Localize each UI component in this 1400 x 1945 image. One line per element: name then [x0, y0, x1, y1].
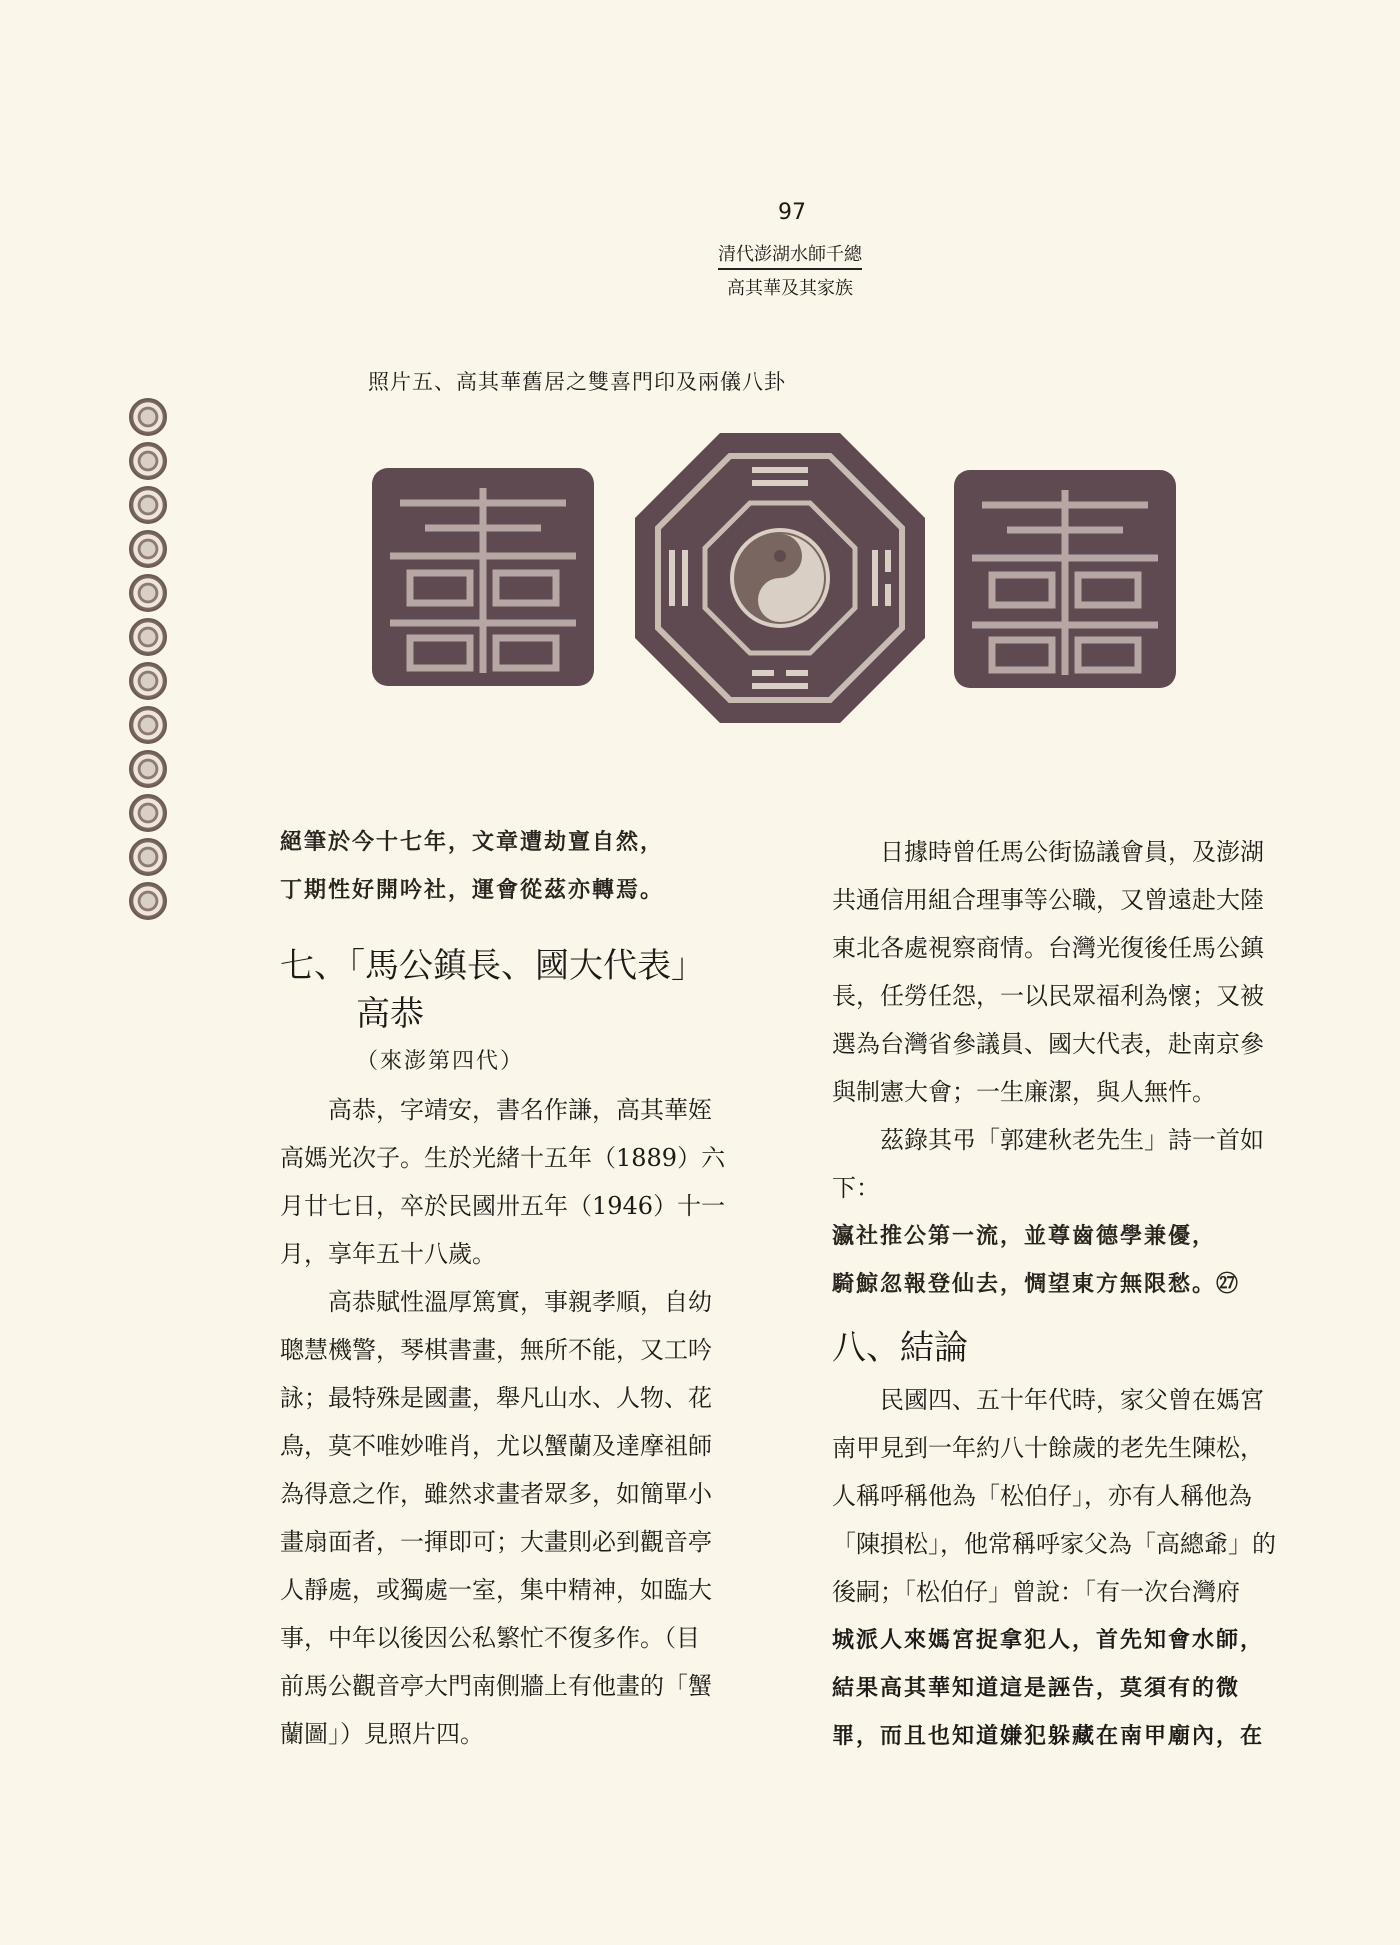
paragraph — [280, 1086, 740, 1278]
text-line: 鳥，莫不唯妙唯肖，尤以蟹蘭及達摩祖師 — [280, 1432, 712, 1460]
text-line: 月，享年五十八歲。 — [280, 1240, 496, 1268]
seal-ornament-icon — [129, 398, 167, 436]
text-line: 南甲見到一年約八十餘歲的老先生陳松， — [832, 1434, 1264, 1462]
text-line: 聰慧機警，琴棋書畫，無所不能，又工吟 — [280, 1336, 712, 1364]
running-title-top: 清代澎湖水師千總 — [718, 244, 862, 265]
right-poem — [832, 1212, 1302, 1308]
seal-ornament-icon — [129, 706, 167, 744]
section-7-heading-name: 高恭 — [356, 994, 424, 1034]
text-line: 城派人來媽宮捉拿犯人，首先知會水師， — [832, 1627, 1265, 1653]
text-line: 下： — [832, 1174, 880, 1202]
text-line: 結果高其華知道這是誣告，莫須有的微 — [832, 1675, 1241, 1701]
text-line: 詠；最特殊是國畫，舉凡山水、人物、花 — [280, 1384, 712, 1412]
double-happiness-seal-left-icon — [372, 468, 594, 686]
section-7-subheading: （來澎第四代） — [356, 1049, 525, 1074]
poem-line: 丁期性好開吟社，運會從茲亦轉焉。 — [280, 877, 665, 903]
seal-photo-svg — [370, 428, 1200, 728]
paragraph — [832, 828, 1302, 1116]
text-line: 日據時曾任馬公街協議會員，及澎湖 — [880, 838, 1264, 866]
text-line: 共通信用組合理事等公職，又曾遠赴大陸 — [832, 886, 1264, 914]
paragraph — [832, 1376, 1302, 1760]
seal-ornament-icon — [129, 662, 167, 700]
text-line: 民國四、五十年代時，家父曾在媽宮 — [880, 1386, 1264, 1414]
text-line: 長，任勞任怨，一以民眾福利為懷；又被 — [832, 982, 1264, 1010]
text-line: 高恭賦性溫厚篤實，事親孝順，自幼 — [328, 1288, 712, 1316]
text-line: 「陳損松」，他常稱呼家父為「高總爺」的 — [832, 1530, 1276, 1558]
text-line: 月廿七日，卒於民國卅五年（1946）十一 — [280, 1192, 726, 1220]
text-line: 事，中年以後因公私繁忙不復多作。（目 — [280, 1624, 700, 1652]
poem-line: 瀛社推公第一流，並尊齒德學兼優， — [832, 1223, 1217, 1249]
text-line: 罪，而且也知道嫌犯躲藏在南甲廟內，在 — [832, 1723, 1265, 1749]
section-7-heading: 七、「馬公鎮長、國大代表」 — [280, 946, 705, 986]
text-line: 人稱呼稱他為「松伯仔」，亦有人稱他為 — [832, 1482, 1252, 1510]
text-line: 高媽光次子。生於光緒十五年（1889）六 — [280, 1144, 726, 1172]
seal-ornament-icon — [129, 618, 167, 656]
text-line: 人靜處，或獨處一室，集中精神，如臨大 — [280, 1576, 712, 1604]
text-line: 為得意之作，雖然求畫者眾多，如簡單小 — [280, 1480, 712, 1508]
right-column — [832, 828, 1302, 1760]
page-number: 97 — [778, 200, 806, 225]
poem-line: 騎鯨忽報登仙去，惆望東方無限愁。㉗ — [832, 1271, 1241, 1297]
text-line: 蘭圖」）見照片四。 — [280, 1720, 484, 1748]
left-column — [280, 818, 740, 1758]
text-line: 後嗣；「松伯仔」曾說：「有一次台灣府 — [832, 1578, 1240, 1606]
text-line: 東北各處視察商情。台灣光復後任馬公鎮 — [832, 934, 1264, 962]
seal-ornament-icon — [129, 794, 167, 832]
text-line: 茲錄其弔「郭建秋老先生」詩一首如 — [880, 1126, 1264, 1154]
seal-ornament-icon — [129, 838, 167, 876]
figure-photo — [370, 428, 1200, 732]
running-title-bottom: 高其華及其家族 — [727, 278, 853, 299]
seal-ornament-icon — [129, 882, 167, 920]
running-title-rule — [718, 268, 862, 270]
bagua-octagon-icon — [635, 433, 925, 723]
seal-ornament-icon — [129, 750, 167, 788]
text-line: 高恭，字靖安，書名作謙，高其華姪 — [328, 1096, 712, 1124]
text-line: 畫扇面者，一揮即可；大畫則必到觀音亭 — [280, 1528, 712, 1556]
paragraph — [280, 1278, 740, 1758]
seal-ornament-icon — [129, 442, 167, 480]
decorative-seal-strip — [128, 398, 168, 926]
text-line: 選為台灣省參議員、國大代表，赴南京參 — [832, 1030, 1264, 1058]
text-line: 與制憲大會；一生廉潔，與人無忤。 — [832, 1078, 1216, 1106]
section-8-heading: 八、結論 — [832, 1328, 968, 1368]
double-happiness-seal-right-icon — [954, 470, 1176, 688]
left-poem — [280, 818, 740, 914]
poem-line: 絕筆於今十七年，文章遭劫亶自然， — [280, 829, 665, 855]
seal-ornament-icon — [129, 486, 167, 524]
paragraph — [832, 1116, 1302, 1212]
seal-ornament-icon — [129, 574, 167, 612]
figure-caption: 照片五、高其華舊居之雙喜門印及兩儀八卦 — [368, 370, 786, 394]
text-line: 前馬公觀音亭大門南側牆上有他畫的「蟹 — [280, 1672, 712, 1700]
seal-ornament-icon — [129, 530, 167, 568]
